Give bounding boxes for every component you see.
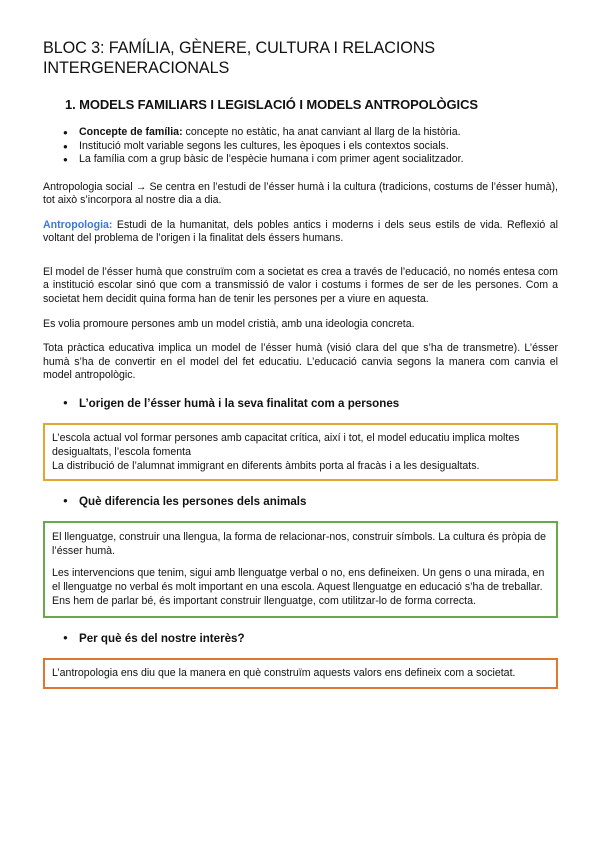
paragraph-practica: Tota pràctica educativa implica un model de l’ésser humà (visió clara del que s’ha de transmetre). L’ésser humà s’ha de convertir en el model del fet educatiu. L’educació canvia segons la manera com canvia el model antropològic.: [43, 342, 558, 382]
subheading-diferencia: ● Què diferencia les persones dels animals: [79, 495, 558, 508]
bullet-bold-label: Concepte de família:: [79, 126, 183, 138]
concept-bullet-list: [43, 126, 558, 167]
callout-line: La distribució de l’alumnat immigrant en diferents àmbits porta al fracàs i a les desigualtats.: [52, 460, 480, 473]
paragraph-antropologia-social: Antropologia social → Se centra en l’estudi de l’ésser humà i la cultura (tradicions, costums de l’ésser humà), tot això s’incorpora al nostre dia a dia.: [43, 180, 558, 207]
callout-paragraph: Les intervencions que tenim, sigui amb llenguatge verbal o no, ens defineixen. Un gens o una mirada, en el llenguatge no verbal és molt important en una escola. Aquest llenguatge en educació s’ha de treballar.: [52, 567, 545, 594]
callout-box-antropologia: L’antropologia ens diu que la manera en què construïm aquests valors ens defineix com a societat.: [43, 658, 558, 689]
paragraph-model: El model de l’ésser humà que construïm com a societat es crea a través de l’educació, no només entesa com a institució escolar sinó que com a transmissió de valor i costums i formes de ser de les persones. Com a societat hem decidit quina forma han de tenir les persones per a viure en aquesta.: [43, 265, 558, 306]
callout-box-llenguatge: [43, 521, 558, 618]
bullet-item: [79, 153, 558, 167]
bullet-text: Institució molt variable segons les cultures, les èpoques i els contextos socials.: [79, 139, 449, 152]
bullet-text: La família com a grup bàsic de l’espècie humana i com primer agent socialitzador.: [79, 153, 464, 165]
section-heading: 1. MODELS FAMILIARS I LEGISLACIÓ I MODELS ANTROPOLÒGICS: [65, 97, 478, 112]
bullet-item: [79, 126, 558, 140]
subheading-origen: ● L’origen de l’ésser humà i la seva finalitat com a persones: [79, 397, 558, 410]
callout-box-escola: [43, 423, 558, 481]
paragraph-cristia: Es volia promoure persones amb un model cristià, amb una ideologia concreta.: [43, 317, 415, 330]
bullet-item: [79, 140, 558, 154]
antropologia-text: Estudi de la humanitat, dels pobles antics i moderns i dels seus estils de vida. Reflexió al voltant del problema de l’origen i la finalitat dels éssers humans.: [43, 218, 558, 245]
callout-paragraph: Ens hem de parlar bé, és important construir llenguatge, com utilitzar-lo de forma correcta.: [52, 595, 476, 608]
subheading-interes: ● Per què és del nostre interès?: [79, 632, 558, 645]
antropologia-label: Antropologia:: [43, 218, 113, 231]
bullet-text: concepte no estàtic, ha anat canviant al llarg de la història.: [182, 126, 461, 138]
callout-paragraph: El llenguatge, construir una llengua, la forma de relacionar-nos, construir símbols. La cultura és pròpia de l’ésser humà.: [52, 531, 547, 558]
callout-line: L’escola actual vol formar persones amb capacitat crítica, així i tot, el model educatiu implica moltes desigualtats, l’escola fomenta: [52, 432, 520, 459]
callout-spacer: [52, 558, 549, 566]
document-title: BLOC 3: FAMÍLIA, GÈNERE, CULTURA I RELACIONS INTERGENERACIONALS: [43, 39, 435, 77]
paragraph-antropologia-definition: [43, 219, 558, 246]
